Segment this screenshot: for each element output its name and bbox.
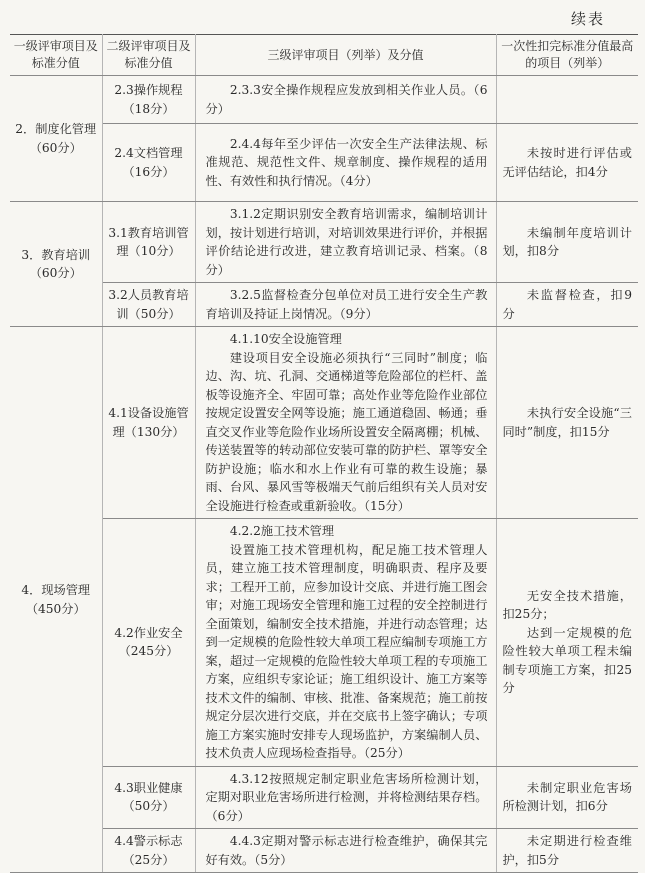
level2-cell: 3.1教育培训管理（10分） (102, 202, 195, 283)
deduct-cell: 未制定职业危害场所检测计划，扣6分 (496, 766, 638, 829)
header-level2: 二级评审项目及标准分值 (102, 35, 195, 76)
level3-cell: 3.1.2定期识别安全教育培训需求，编制培训计划，按计划进行培训，对培训效果进行评价，并根据评价结论进行改进，建立教育培训记录、档案。（8分） (195, 202, 496, 283)
level2-cell: 2.4文档管理（16分） (102, 124, 195, 202)
level3-body: 设置施工技术管理机构，配足施工技术管理人员，建立施工技术管理制度，明确职责、程序及要求；工程开工前，应参加设计交底、并进行施工图会审；对施工现场安全管理和施工过程的安全控制进行全面策划，编制安全技术措施，并进行动态管理；达到一定规模的危险性较大单项工程应编制专项施工方案，超过一定规模的危险性较大单项工程的专项施工方案，应组织专家论证；施工组织设计、施工方案等技术文件的编制、审核、批准、备案规范；施工前按规定分层次进行交底，并在交底书上签字确认；专项施工方案实施时安排专人现场监护，方案编制人员、技术负责人应现场检查指导。（25分） (205, 542, 488, 760)
level1-cell: 4．现场管理（450分） (10, 327, 102, 873)
deduct-cell: 未监督检查，扣9分 (496, 283, 638, 327)
header-deduct: 一次性扣完标准分值最高的项目（列举） (496, 35, 638, 76)
deduct-cell: 未按时进行评估或无评估结论，扣4分 (496, 124, 638, 202)
level3-cell (195, 327, 496, 519)
review-table (10, 34, 638, 873)
level3-cell: 4.3.12按照规定制定职业危害场所检测计划，定期对职业危害场所进行检测，并将检测结果存档。（6分） (195, 766, 496, 829)
deduct-cell: 未编制年度培训计划，扣8分 (496, 202, 638, 283)
deduct-cell: 未执行安全设施“三同时”制度，扣15分 (496, 327, 638, 519)
level3-subtitle: 4.2.2施工技术管理 (229, 524, 335, 538)
level2-cell: 4.3职业健康（50分） (102, 766, 195, 829)
level3-cell: 2.4.4每年至少评估一次安全生产法律法规、标准规范、规范性文件、规章制度、操作规程的适用性、有效性和执行情况。（4分） (195, 124, 496, 202)
level2-cell: 3.2人员教育培训（50分） (102, 283, 195, 327)
table-header-row (10, 35, 638, 76)
level2-cell: 4.4警示标志（25分） (102, 829, 195, 873)
level2-cell: 2.3操作规程（18分） (102, 76, 195, 124)
level3-subtitle: 4.1.10安全设施管理 (229, 332, 342, 346)
table-row (10, 829, 638, 873)
table-row (10, 76, 638, 124)
deduct-item: 无安全技术措施，扣25分； (502, 588, 632, 622)
level3-cell: 4.4.3定期对警示标志进行检查维护，确保其完好有效。（5分） (195, 829, 496, 873)
level3-cell: 2.3.3安全操作规程应发放到相关作业人员。（6分） (195, 76, 496, 124)
level2-cell: 4.2作业安全（245分） (102, 519, 195, 767)
deduct-cell (496, 76, 638, 124)
table-row (10, 283, 638, 327)
table-row (10, 124, 638, 202)
deduct-cell (496, 519, 638, 767)
level2-cell: 4.1设备设施管理（130分） (102, 327, 195, 519)
header-level1: 一级评审项目及标准分值 (10, 35, 102, 76)
deduct-item: 达到一定规模的危险性较大单项工程未编制专项施工方案，扣25分 (502, 625, 632, 696)
table-row (10, 202, 638, 283)
table-row (10, 519, 638, 767)
continued-label: 续表 (570, 10, 605, 28)
deduct-cell: 未定期进行检查维护，扣5分 (496, 829, 638, 873)
level3-cell: 3.2.5监督检查分包单位对员工进行安全生产教育培训及持证上岗情况。（9分） (195, 283, 496, 327)
table-row (10, 327, 638, 519)
level1-cell: 2．制度化管理（60分） (10, 76, 102, 202)
table-row (10, 766, 638, 829)
header-level3: 三级评审项目（列举）及分值 (195, 35, 496, 76)
level1-cell: 3．教育培训（60分） (10, 202, 102, 327)
level3-cell (195, 519, 496, 767)
level3-body: 建设项目安全设施必须执行“三同时”制度；临边、沟、坑、孔洞、交通梯道等危险部位的栏杆、盖板等设施齐全、牢固可靠；高处作业等危险作业部位按规定设置安全网等设施；施工通道稳固、畅通；垂直交叉作业等危险作业场所设置安全隔离棚；机械、传送装置等的转动部位安装可靠的防护栏、罩等安全防护设施；临水和水上作业有可靠的救生设施；暴雨、台风、暴风雪等极端天气前后组织有关人员对安全设施进行检查或重新验收。（15分） (205, 350, 488, 513)
